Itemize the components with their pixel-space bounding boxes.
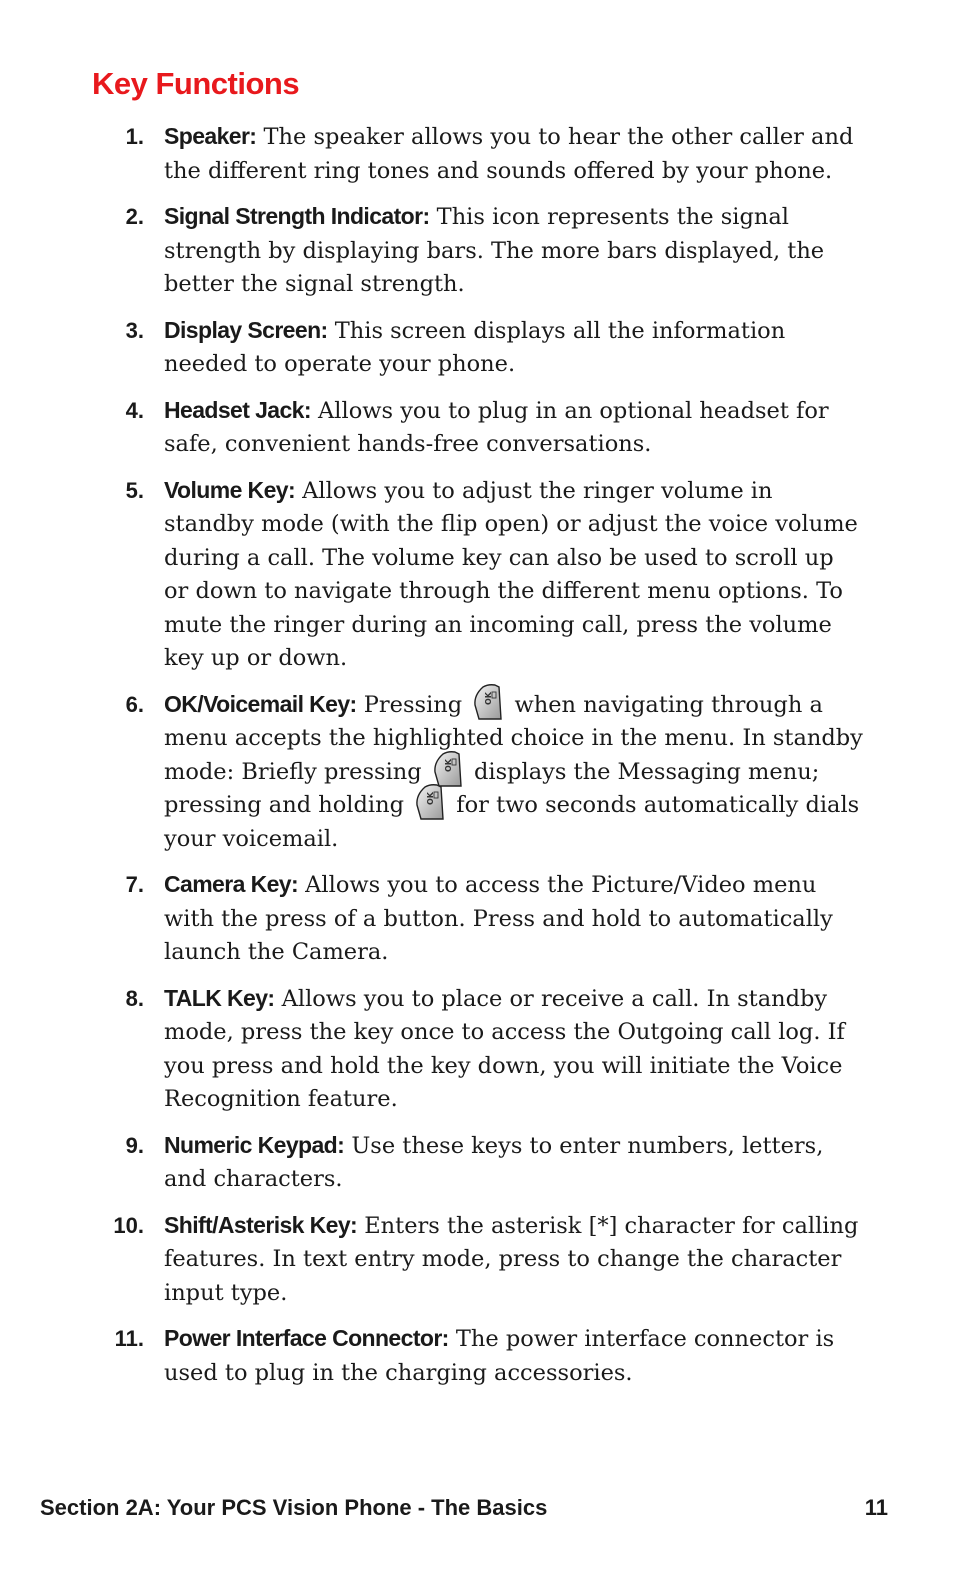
item-term: Display Screen: xyxy=(164,316,328,343)
page-number: 11 xyxy=(864,1495,888,1520)
footer-section-title: Section 2A: Your PCS Vision Phone - The Basics xyxy=(40,1495,548,1520)
item-text: This icon represents the signal strength by displaying bars. The more bars displayed, the better the signal strength. xyxy=(164,204,825,297)
ok-voicemail-key-icon xyxy=(415,783,445,821)
ok-voicemail-key-icon xyxy=(433,750,463,788)
item-number: 7. xyxy=(125,872,144,897)
item-number: 9. xyxy=(125,1132,144,1158)
item-text: The speaker allows you to hear the other caller and the different ring tones and sounds offered by your phone. xyxy=(164,124,854,184)
svg-text:OK: OK xyxy=(426,792,436,805)
item-term: TALK Key: xyxy=(164,984,275,1011)
item-text: Pressing xyxy=(356,691,463,718)
item-term: Volume Key: xyxy=(164,476,296,503)
item-number: 8. xyxy=(125,985,144,1011)
page-heading: Key Functions xyxy=(92,66,300,101)
item-number: 5. xyxy=(125,477,144,503)
item-number: 1. xyxy=(125,124,144,149)
list-item xyxy=(0,1322,954,1390)
item-text: when navigating through a menu accepts the highlighted choice in the menu. In standby mode: Briefly pressing xyxy=(164,691,863,785)
item-number: 10. xyxy=(113,1212,144,1238)
item-text: Enters the asterisk [*] character for calling features. In text entry mode, press to change the character input type. xyxy=(164,1212,859,1306)
list-item xyxy=(0,120,954,188)
item-number: 3. xyxy=(125,317,144,343)
list-item xyxy=(0,1209,954,1311)
item-term: OK/Voicemail Key: xyxy=(164,690,357,717)
list-item xyxy=(0,868,954,970)
list-item xyxy=(0,200,954,302)
item-number: 2. xyxy=(125,204,144,229)
item-term: Numeric Keypad: xyxy=(164,1131,345,1158)
item-text: The power interface connector is used to plug in the charging accessories. xyxy=(164,1326,835,1386)
item-number: 6. xyxy=(125,691,144,717)
list-item xyxy=(0,474,954,676)
list-item xyxy=(0,982,954,1117)
item-text: Allows you to plug in an optional headset for safe, convenient hands-free conversations. xyxy=(164,397,829,457)
item-term: Power Interface Connector: xyxy=(164,1325,449,1351)
item-text: Allows you to place or receive a call. In standby mode, press the key once to access the Outgoing call log. If you press and hold the key down, you will initiate the Voice Recognition feature. xyxy=(164,985,845,1112)
list-item xyxy=(0,1129,954,1197)
item-term: Shift/Asterisk Key: xyxy=(164,1211,358,1238)
item-text: This screen displays all the information needed to operate your phone. xyxy=(164,317,786,377)
item-text: Allows you to adjust the ringer volume in standby mode (with the flip open) or adjust the voice volume during a call. The volume key can also be used to scroll up or down to navigate through the different menu options. To mute the ringer during an incoming call, press the volume key up or down. xyxy=(164,477,858,671)
item-text: displays the Messaging menu; pressing and holding xyxy=(164,758,820,818)
list-item xyxy=(0,394,954,462)
item-text: Use these keys to enter numbers, letters, and characters. xyxy=(164,1132,824,1192)
svg-text:OK: OK xyxy=(443,758,453,772)
list-item xyxy=(0,688,954,857)
svg-text:OK: OK xyxy=(484,691,494,705)
item-number: 4. xyxy=(125,397,144,423)
key-functions-list xyxy=(0,120,954,1402)
ok-voicemail-key-icon xyxy=(473,683,503,721)
item-number: 11. xyxy=(114,1326,144,1351)
item-text: for two seconds automatically dials your voicemail. xyxy=(164,792,860,852)
item-term: Headset Jack: xyxy=(164,396,311,423)
list-item xyxy=(0,314,954,382)
item-term: Signal Strength Indicator: xyxy=(164,203,430,229)
item-text: Allows you to access the Picture/Video menu with the press of a button. Press and hold to automatically launch the Camera. xyxy=(164,872,833,965)
item-term: Speaker: xyxy=(164,123,257,149)
item-term: Camera Key: xyxy=(164,871,299,897)
